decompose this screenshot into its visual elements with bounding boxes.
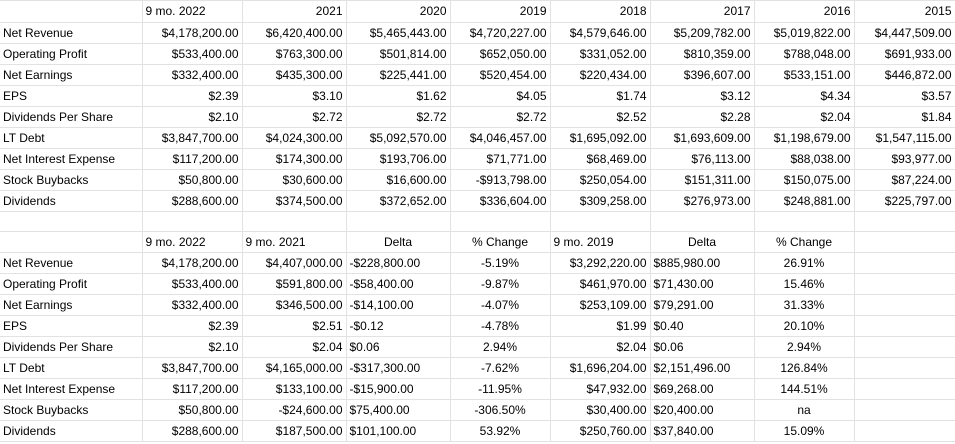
cell[interactable] — [854, 337, 955, 358]
cell[interactable]: 20.10% — [754, 316, 854, 337]
comparison-data-row — [0, 358, 955, 379]
comparison-data-row — [0, 295, 955, 316]
row-label-cell[interactable]: Operating Profit — [0, 44, 142, 65]
cell[interactable]: -$15,900.00 — [346, 379, 450, 400]
cell[interactable] — [854, 274, 955, 295]
column-header-cell[interactable]: 2017 — [650, 1, 754, 23]
cell[interactable]: $1.74 — [550, 86, 650, 107]
comparison-data-row — [0, 316, 955, 337]
row-label-cell[interactable]: Stock Buybacks — [0, 400, 142, 421]
cell[interactable]: $533,151.00 — [754, 65, 854, 86]
cell[interactable]: -$228,800.00 — [346, 253, 450, 274]
column-header-cell[interactable] — [854, 232, 955, 253]
cell[interactable]: $47,932.00 — [550, 379, 650, 400]
cell[interactable]: $533,400.00 — [142, 44, 242, 65]
cell[interactable]: $2.10 — [142, 107, 242, 128]
cell[interactable]: -$58,400.00 — [346, 274, 450, 295]
cell[interactable]: 15.09% — [754, 421, 854, 442]
cell[interactable]: $220,434.00 — [550, 65, 650, 86]
column-header-cell[interactable] — [0, 232, 142, 253]
annual-data-row — [0, 128, 955, 149]
cell[interactable]: $501,814.00 — [346, 44, 450, 65]
cell[interactable]: $372,652.00 — [346, 191, 450, 212]
cell[interactable]: $2.39 — [142, 316, 242, 337]
cell[interactable]: $4,046,457.00 — [450, 128, 550, 149]
comparison-data-row — [0, 400, 955, 421]
cell[interactable]: $331,052.00 — [550, 44, 650, 65]
comparison-data-row — [0, 274, 955, 295]
cell[interactable]: $225,441.00 — [346, 65, 450, 86]
row-label-cell[interactable]: Net Interest Expense — [0, 379, 142, 400]
cell[interactable]: $533,400.00 — [142, 274, 242, 295]
cell[interactable]: $4,579,646.00 — [550, 23, 650, 44]
cell[interactable]: $16,600.00 — [346, 170, 450, 191]
cell[interactable]: $50,800.00 — [142, 400, 242, 421]
row-label-cell[interactable]: Net Revenue — [0, 23, 142, 44]
column-header-cell[interactable]: 2018 — [550, 1, 650, 23]
column-header-cell[interactable]: % Change — [450, 232, 550, 253]
cell[interactable] — [854, 400, 955, 421]
cell[interactable]: 31.33% — [754, 295, 854, 316]
cell[interactable] — [854, 295, 955, 316]
cell[interactable]: $346,500.00 — [242, 295, 346, 316]
cell[interactable]: $1,198,679.00 — [754, 128, 854, 149]
cell[interactable]: $3,847,700.00 — [142, 358, 242, 379]
row-label-cell[interactable]: Net Interest Expense — [0, 149, 142, 170]
cell[interactable]: $1,693,609.00 — [650, 128, 754, 149]
cell[interactable]: $332,400.00 — [142, 295, 242, 316]
cell[interactable]: $4,178,200.00 — [142, 23, 242, 44]
cell[interactable]: $2.72 — [242, 107, 346, 128]
cell[interactable]: $1.84 — [854, 107, 955, 128]
row-label-cell[interactable]: Operating Profit — [0, 274, 142, 295]
cell[interactable]: $332,400.00 — [142, 65, 242, 86]
cell[interactable]: $885,980.00 — [650, 253, 754, 274]
cell[interactable]: 2.94% — [450, 337, 550, 358]
empty-cell[interactable] — [650, 212, 754, 232]
column-header-cell[interactable]: Delta — [650, 232, 754, 253]
cell[interactable]: $4,165,000.00 — [242, 358, 346, 379]
cell[interactable]: $79,291.00 — [650, 295, 754, 316]
cell[interactable]: $0.40 — [650, 316, 754, 337]
blank-row — [0, 212, 955, 232]
cell[interactable]: $1,696,204.00 — [550, 358, 650, 379]
cell[interactable]: $4,720,227.00 — [450, 23, 550, 44]
cell[interactable]: 2.94% — [754, 337, 854, 358]
cell[interactable]: -9.87% — [450, 274, 550, 295]
cell[interactable]: $1.62 — [346, 86, 450, 107]
cell[interactable]: $2.51 — [242, 316, 346, 337]
cell[interactable]: $1,695,092.00 — [550, 128, 650, 149]
cell[interactable]: $37,840.00 — [650, 421, 754, 442]
comparison-data-row — [0, 337, 955, 358]
comparison-data-row — [0, 421, 955, 442]
cell[interactable]: $1,547,115.00 — [854, 128, 955, 149]
cell[interactable]: $5,019,822.00 — [754, 23, 854, 44]
row-label-cell[interactable]: EPS — [0, 316, 142, 337]
cell[interactable]: $75,400.00 — [346, 400, 450, 421]
cell[interactable]: $174,300.00 — [242, 149, 346, 170]
row-label-cell[interactable]: Dividends — [0, 191, 142, 212]
cell[interactable]: -4.78% — [450, 316, 550, 337]
cell[interactable]: $396,607.00 — [650, 65, 754, 86]
cell[interactable]: $2.72 — [450, 107, 550, 128]
row-label-cell[interactable]: Stock Buybacks — [0, 170, 142, 191]
cell[interactable]: $193,706.00 — [346, 149, 450, 170]
cell[interactable]: -11.95% — [450, 379, 550, 400]
cell[interactable]: $810,359.00 — [650, 44, 754, 65]
cell[interactable]: $151,311.00 — [650, 170, 754, 191]
column-header-cell[interactable]: 2020 — [346, 1, 450, 23]
cell[interactable]: 53.92% — [450, 421, 550, 442]
column-header-cell[interactable]: 2015 — [854, 1, 955, 23]
cell[interactable]: $117,200.00 — [142, 149, 242, 170]
row-label-cell[interactable]: Dividends Per Share — [0, 107, 142, 128]
cell[interactable]: -$0.12 — [346, 316, 450, 337]
cell[interactable]: -7.62% — [450, 358, 550, 379]
row-label-cell[interactable]: Net Earnings — [0, 295, 142, 316]
cell[interactable]: -$317,300.00 — [346, 358, 450, 379]
cell[interactable]: $309,258.00 — [550, 191, 650, 212]
cell[interactable]: $187,500.00 — [242, 421, 346, 442]
cell[interactable]: -$24,600.00 — [242, 400, 346, 421]
cell[interactable]: 144.51% — [754, 379, 854, 400]
cell[interactable]: $336,604.00 — [450, 191, 550, 212]
annual-data-row — [0, 149, 955, 170]
row-label-cell[interactable]: LT Debt — [0, 358, 142, 379]
column-header-cell[interactable]: 2021 — [242, 1, 346, 23]
empty-cell[interactable] — [346, 212, 450, 232]
cell[interactable]: $788,048.00 — [754, 44, 854, 65]
annual-data-row — [0, 65, 955, 86]
comparison-data-row — [0, 379, 955, 400]
cell[interactable]: $4,407,000.00 — [242, 253, 346, 274]
annual-data-row — [0, 191, 955, 212]
cell[interactable]: -$14,100.00 — [346, 295, 450, 316]
cell[interactable]: 26.91% — [754, 253, 854, 274]
row-label-cell[interactable]: Dividends Per Share — [0, 337, 142, 358]
cell[interactable] — [854, 421, 955, 442]
column-header-cell[interactable]: 9 mo. 2022 — [142, 232, 242, 253]
cell[interactable]: $288,600.00 — [142, 421, 242, 442]
cell[interactable]: $30,600.00 — [242, 170, 346, 191]
cell[interactable]: $248,881.00 — [754, 191, 854, 212]
cell[interactable]: $1.99 — [550, 316, 650, 337]
cell[interactable]: $2.28 — [650, 107, 754, 128]
cell[interactable]: $652,050.00 — [450, 44, 550, 65]
annual-data-row — [0, 86, 955, 107]
cell[interactable]: $133,100.00 — [242, 379, 346, 400]
cell[interactable]: $2.10 — [142, 337, 242, 358]
cell[interactable]: $461,970.00 — [550, 274, 650, 295]
row-label-cell[interactable]: Net Earnings — [0, 65, 142, 86]
cell[interactable]: $4.34 — [754, 86, 854, 107]
cell[interactable]: $435,300.00 — [242, 65, 346, 86]
annual-data-row — [0, 23, 955, 44]
cell[interactable]: $2.52 — [550, 107, 650, 128]
cell[interactable]: $3,292,220.00 — [550, 253, 650, 274]
cell[interactable]: $71,430.00 — [650, 274, 754, 295]
cell[interactable]: -4.07% — [450, 295, 550, 316]
row-label-cell[interactable]: LT Debt — [0, 128, 142, 149]
column-header-cell[interactable]: Delta — [346, 232, 450, 253]
cell[interactable]: $4,447,509.00 — [854, 23, 955, 44]
cell[interactable]: $76,113.00 — [650, 149, 754, 170]
cell[interactable]: -306.50% — [450, 400, 550, 421]
cell[interactable] — [854, 253, 955, 274]
cell[interactable]: $50,800.00 — [142, 170, 242, 191]
empty-cell[interactable] — [450, 212, 550, 232]
cell[interactable]: $225,797.00 — [854, 191, 955, 212]
cell[interactable]: $250,054.00 — [550, 170, 650, 191]
cell[interactable]: 126.84% — [754, 358, 854, 379]
column-header-cell[interactable] — [0, 1, 142, 23]
cell[interactable]: $2.04 — [550, 337, 650, 358]
cell[interactable]: $3,847,700.00 — [142, 128, 242, 149]
cell[interactable]: $5,209,782.00 — [650, 23, 754, 44]
cell[interactable]: $374,500.00 — [242, 191, 346, 212]
comparison-data-row — [0, 253, 955, 274]
cell[interactable]: $250,760.00 — [550, 421, 650, 442]
cell[interactable]: $87,224.00 — [854, 170, 955, 191]
cell[interactable] — [854, 358, 955, 379]
annual-data-row — [0, 170, 955, 191]
cell[interactable]: $2.72 — [346, 107, 450, 128]
cell[interactable]: $2.04 — [754, 107, 854, 128]
cell[interactable]: $6,420,400.00 — [242, 23, 346, 44]
cell[interactable]: $3.12 — [650, 86, 754, 107]
cell[interactable]: $4.05 — [450, 86, 550, 107]
cell[interactable]: $691,933.00 — [854, 44, 955, 65]
cell[interactable]: $117,200.00 — [142, 379, 242, 400]
cell[interactable]: na — [754, 400, 854, 421]
cell[interactable]: $2.39 — [142, 86, 242, 107]
annual-data-row — [0, 44, 955, 65]
cell[interactable]: $253,109.00 — [550, 295, 650, 316]
cell[interactable]: $0.06 — [346, 337, 450, 358]
cell[interactable]: $520,454.00 — [450, 65, 550, 86]
cell[interactable]: $288,600.00 — [142, 191, 242, 212]
cell[interactable]: $93,977.00 — [854, 149, 955, 170]
annual-data-row — [0, 107, 955, 128]
cell[interactable]: $763,300.00 — [242, 44, 346, 65]
column-header-cell[interactable]: % Change — [754, 232, 854, 253]
row-label-cell[interactable]: EPS — [0, 86, 142, 107]
cell[interactable]: $68,469.00 — [550, 149, 650, 170]
cell[interactable]: $69,268.00 — [650, 379, 754, 400]
cell[interactable]: $20,400.00 — [650, 400, 754, 421]
cell[interactable]: $2.04 — [242, 337, 346, 358]
empty-cell[interactable] — [550, 212, 650, 232]
cell[interactable]: $591,800.00 — [242, 274, 346, 295]
cell[interactable] — [854, 316, 955, 337]
empty-cell[interactable] — [754, 212, 854, 232]
cell[interactable]: $0.06 — [650, 337, 754, 358]
cell[interactable]: 15.46% — [754, 274, 854, 295]
cell[interactable]: $4,178,200.00 — [142, 253, 242, 274]
column-header-cell[interactable]: 2016 — [754, 1, 854, 23]
cell[interactable]: $3.10 — [242, 86, 346, 107]
cell[interactable]: $150,075.00 — [754, 170, 854, 191]
cell[interactable]: -5.19% — [450, 253, 550, 274]
column-header-cell[interactable]: 2019 — [450, 1, 550, 23]
row-label-cell[interactable]: Dividends — [0, 421, 142, 442]
empty-cell[interactable] — [854, 212, 955, 232]
column-header-cell[interactable]: 9 mo. 2021 — [242, 232, 346, 253]
cell[interactable]: $2,151,496.00 — [650, 358, 754, 379]
cell[interactable]: -$913,798.00 — [450, 170, 550, 191]
empty-cell[interactable] — [0, 212, 142, 232]
cell[interactable]: $30,400.00 — [550, 400, 650, 421]
column-header-cell[interactable]: 9 mo. 2019 — [550, 232, 650, 253]
empty-cell[interactable] — [142, 212, 242, 232]
row-label-cell[interactable]: Net Revenue — [0, 253, 142, 274]
column-header-cell[interactable]: 9 mo. 2022 — [142, 1, 242, 23]
cell[interactable]: $101,100.00 — [346, 421, 450, 442]
cell[interactable] — [854, 379, 955, 400]
comparison-header-row — [0, 232, 955, 253]
empty-cell[interactable] — [242, 212, 346, 232]
annual-header-row — [0, 1, 955, 23]
cell[interactable]: $71,771.00 — [450, 149, 550, 170]
cell[interactable]: $5,092,570.00 — [346, 128, 450, 149]
cell[interactable]: $5,465,443.00 — [346, 23, 450, 44]
cell[interactable]: $4,024,300.00 — [242, 128, 346, 149]
cell[interactable]: $88,038.00 — [754, 149, 854, 170]
cell[interactable]: $276,973.00 — [650, 191, 754, 212]
cell[interactable]: $3.57 — [854, 86, 955, 107]
cell[interactable]: $446,872.00 — [854, 65, 955, 86]
